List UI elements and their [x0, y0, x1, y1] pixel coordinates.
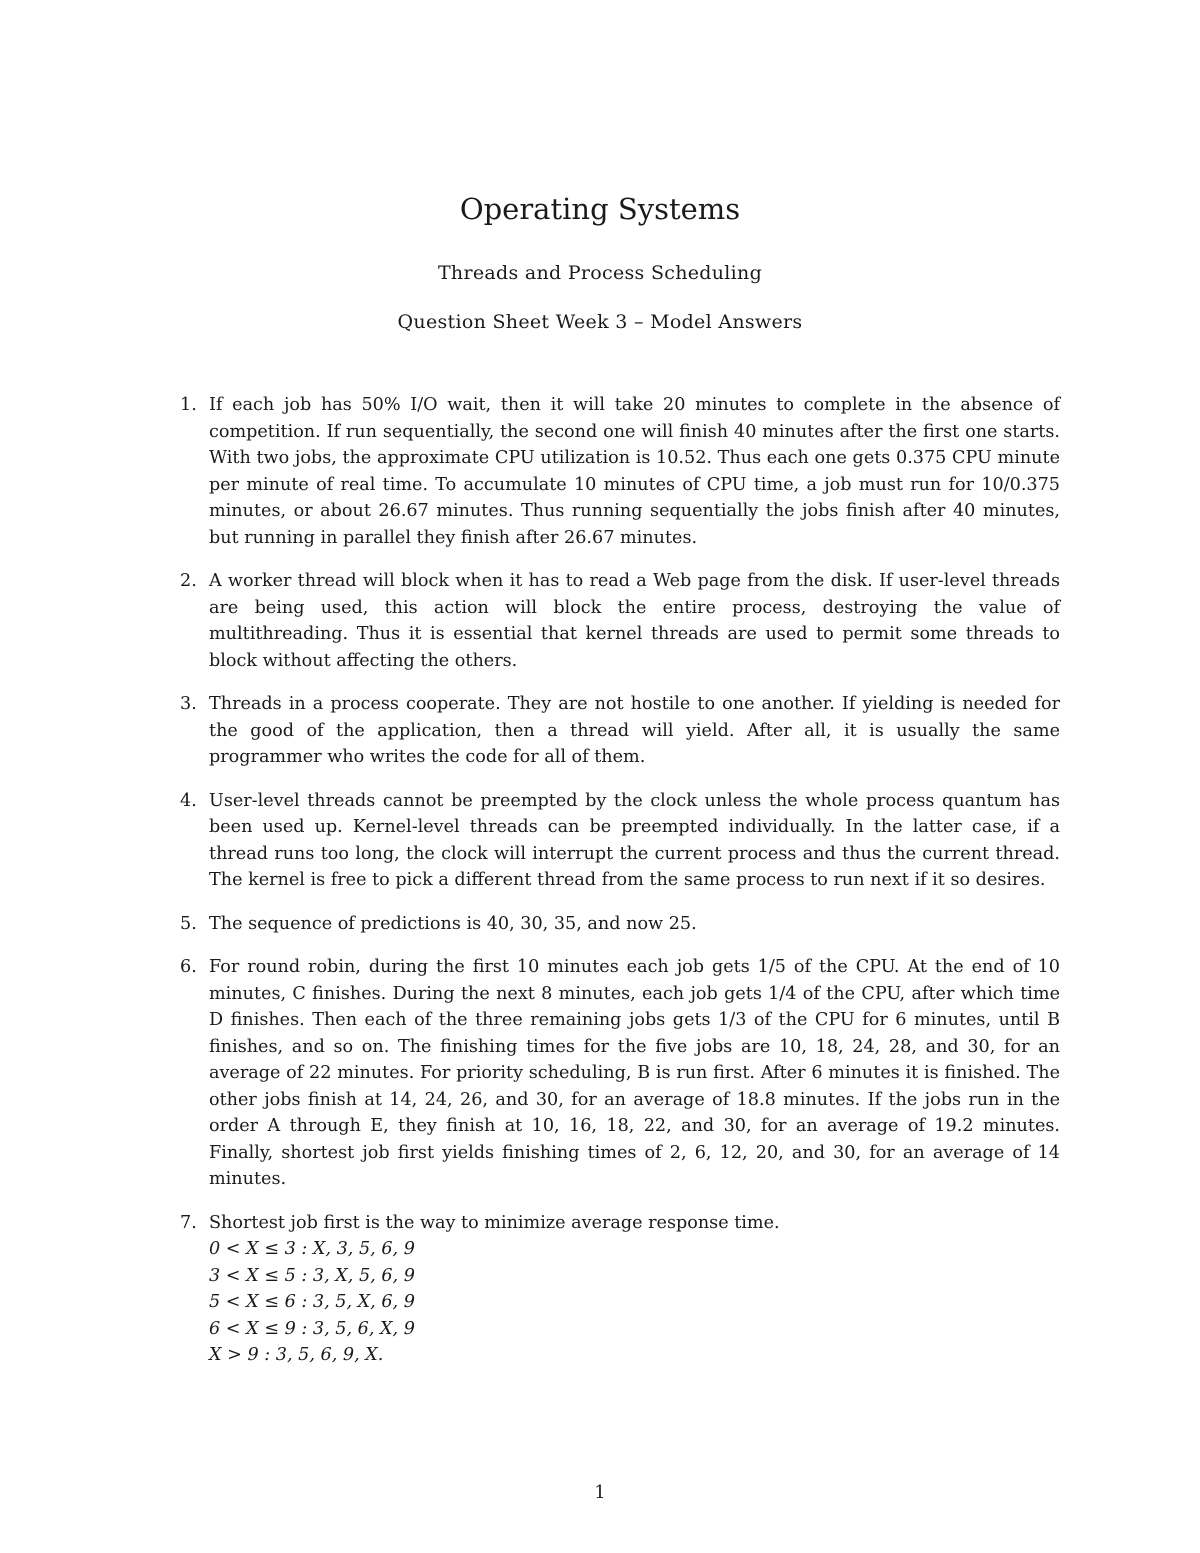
case-line: 5 < X ≤ 6 : 3, 5, X, 6, 9 — [209, 1292, 415, 1312]
case-line: 0 < X ≤ 3 : X, 3, 5, 6, 9 — [209, 1239, 415, 1259]
answer-number: 1. — [180, 395, 197, 415]
answer-number: 6. — [180, 957, 197, 977]
answer-item — [180, 392, 1060, 551]
answer-item — [180, 568, 1060, 674]
answer-item — [180, 691, 1060, 771]
answer-item — [180, 954, 1060, 1193]
case-line: X > 9 : 3, 5, 6, 9, X. — [209, 1345, 384, 1365]
answer-list — [180, 392, 1060, 1369]
answer-text: If each job has 50% I/O wait, then it will take 20 minutes to complete in the absence of competition. If run sequentially, the second one will finish 40 minutes after the first one starts. With two jobs, the approximate CPU utilization is 10.52. Thus each one gets 0.375 CPU minute per minute of real time. To accumulate 10 minutes of CPU time, a job must run for 10/0.375 minutes, or about 26.67 minutes. Thus running sequentially the jobs finish after 40 minutes, but running in parallel they finish after 26.67 minutes. — [209, 395, 1060, 548]
sheet-label: Question Sheet Week 3 – Model Answers — [397, 311, 803, 333]
answer-text: Shortest job first is the way to minimize average response time. — [209, 1212, 780, 1233]
response-order-cases — [209, 1236, 1060, 1369]
answer-item — [180, 911, 1060, 938]
answer-item — [180, 788, 1060, 894]
answer-text: Threads in a process cooperate. They are not hostile to one another. If yielding is needed for the good of the application, then a thread will yield. After all, it is usually the same programmer who writes the code for all of them. — [209, 694, 1060, 767]
answer-text: A worker thread will block when it has to read a Web page from the disk. If user-level threads are being used, this action will block the entire process, destroying the value of multithreading. Thus it is essential that kernel threads are used to permit some threads to block without affecting the others. — [209, 571, 1060, 671]
page-title: Operating Systems — [459, 192, 741, 226]
case-line: 3 < X ≤ 5 : 3, X, 5, 6, 9 — [209, 1265, 415, 1286]
answer-number: 4. — [180, 790, 197, 811]
answer-text: For round robin, during the first 10 minutes each job gets 1/5 of the CPU. At the end of 10 minutes, C finishes. During the next 8 minutes, each job gets 1/4 of the CPU, after which time D finishes. Then each of the three remaining jobs gets 1/3 of the CPU for 6 minutes, until B finishes, and so on. The finishing times for the five jobs are 10, 18, 24, 28, and 30, for an average of 22 minutes. For priority scheduling, B is run first. After 6 minutes it is finished. The other jobs finish at 14, 24, 26, and 30, for an average of 18.8 minutes. If the jobs run in the order A through E, they finish at 10, 16, 18, 22, and 30, for an average of 19.2 minutes. Finally, shortest job first yields finishing times of 2, 6, 12, 20, and 30, for an average of 14 minutes. — [209, 957, 1060, 1189]
page-subtitle: Threads and Process Scheduling — [437, 262, 763, 284]
page-number: 1 — [594, 1483, 606, 1503]
answer-number: 5. — [180, 913, 197, 934]
case-line: 6 < X ≤ 9 : 3, 5, 6, X, 9 — [209, 1318, 415, 1339]
answer-number: 3. — [180, 694, 197, 714]
answer-number: 7. — [180, 1212, 197, 1233]
answer-text: The sequence of predictions is 40, 30, 35, and now 25. — [209, 913, 697, 934]
answer-item — [180, 1210, 1060, 1369]
answer-text: User-level threads cannot be preempted by the clock unless the whole process quantum has been used up. Kernel-level threads can be preempted individually. In the latter case, if a thread runs too long, the clock will interrupt the current process and thus the current thread. The kernel is free to pick a different thread from the same process to run next if it so desires. — [209, 790, 1060, 890]
answer-number: 2. — [180, 571, 197, 591]
